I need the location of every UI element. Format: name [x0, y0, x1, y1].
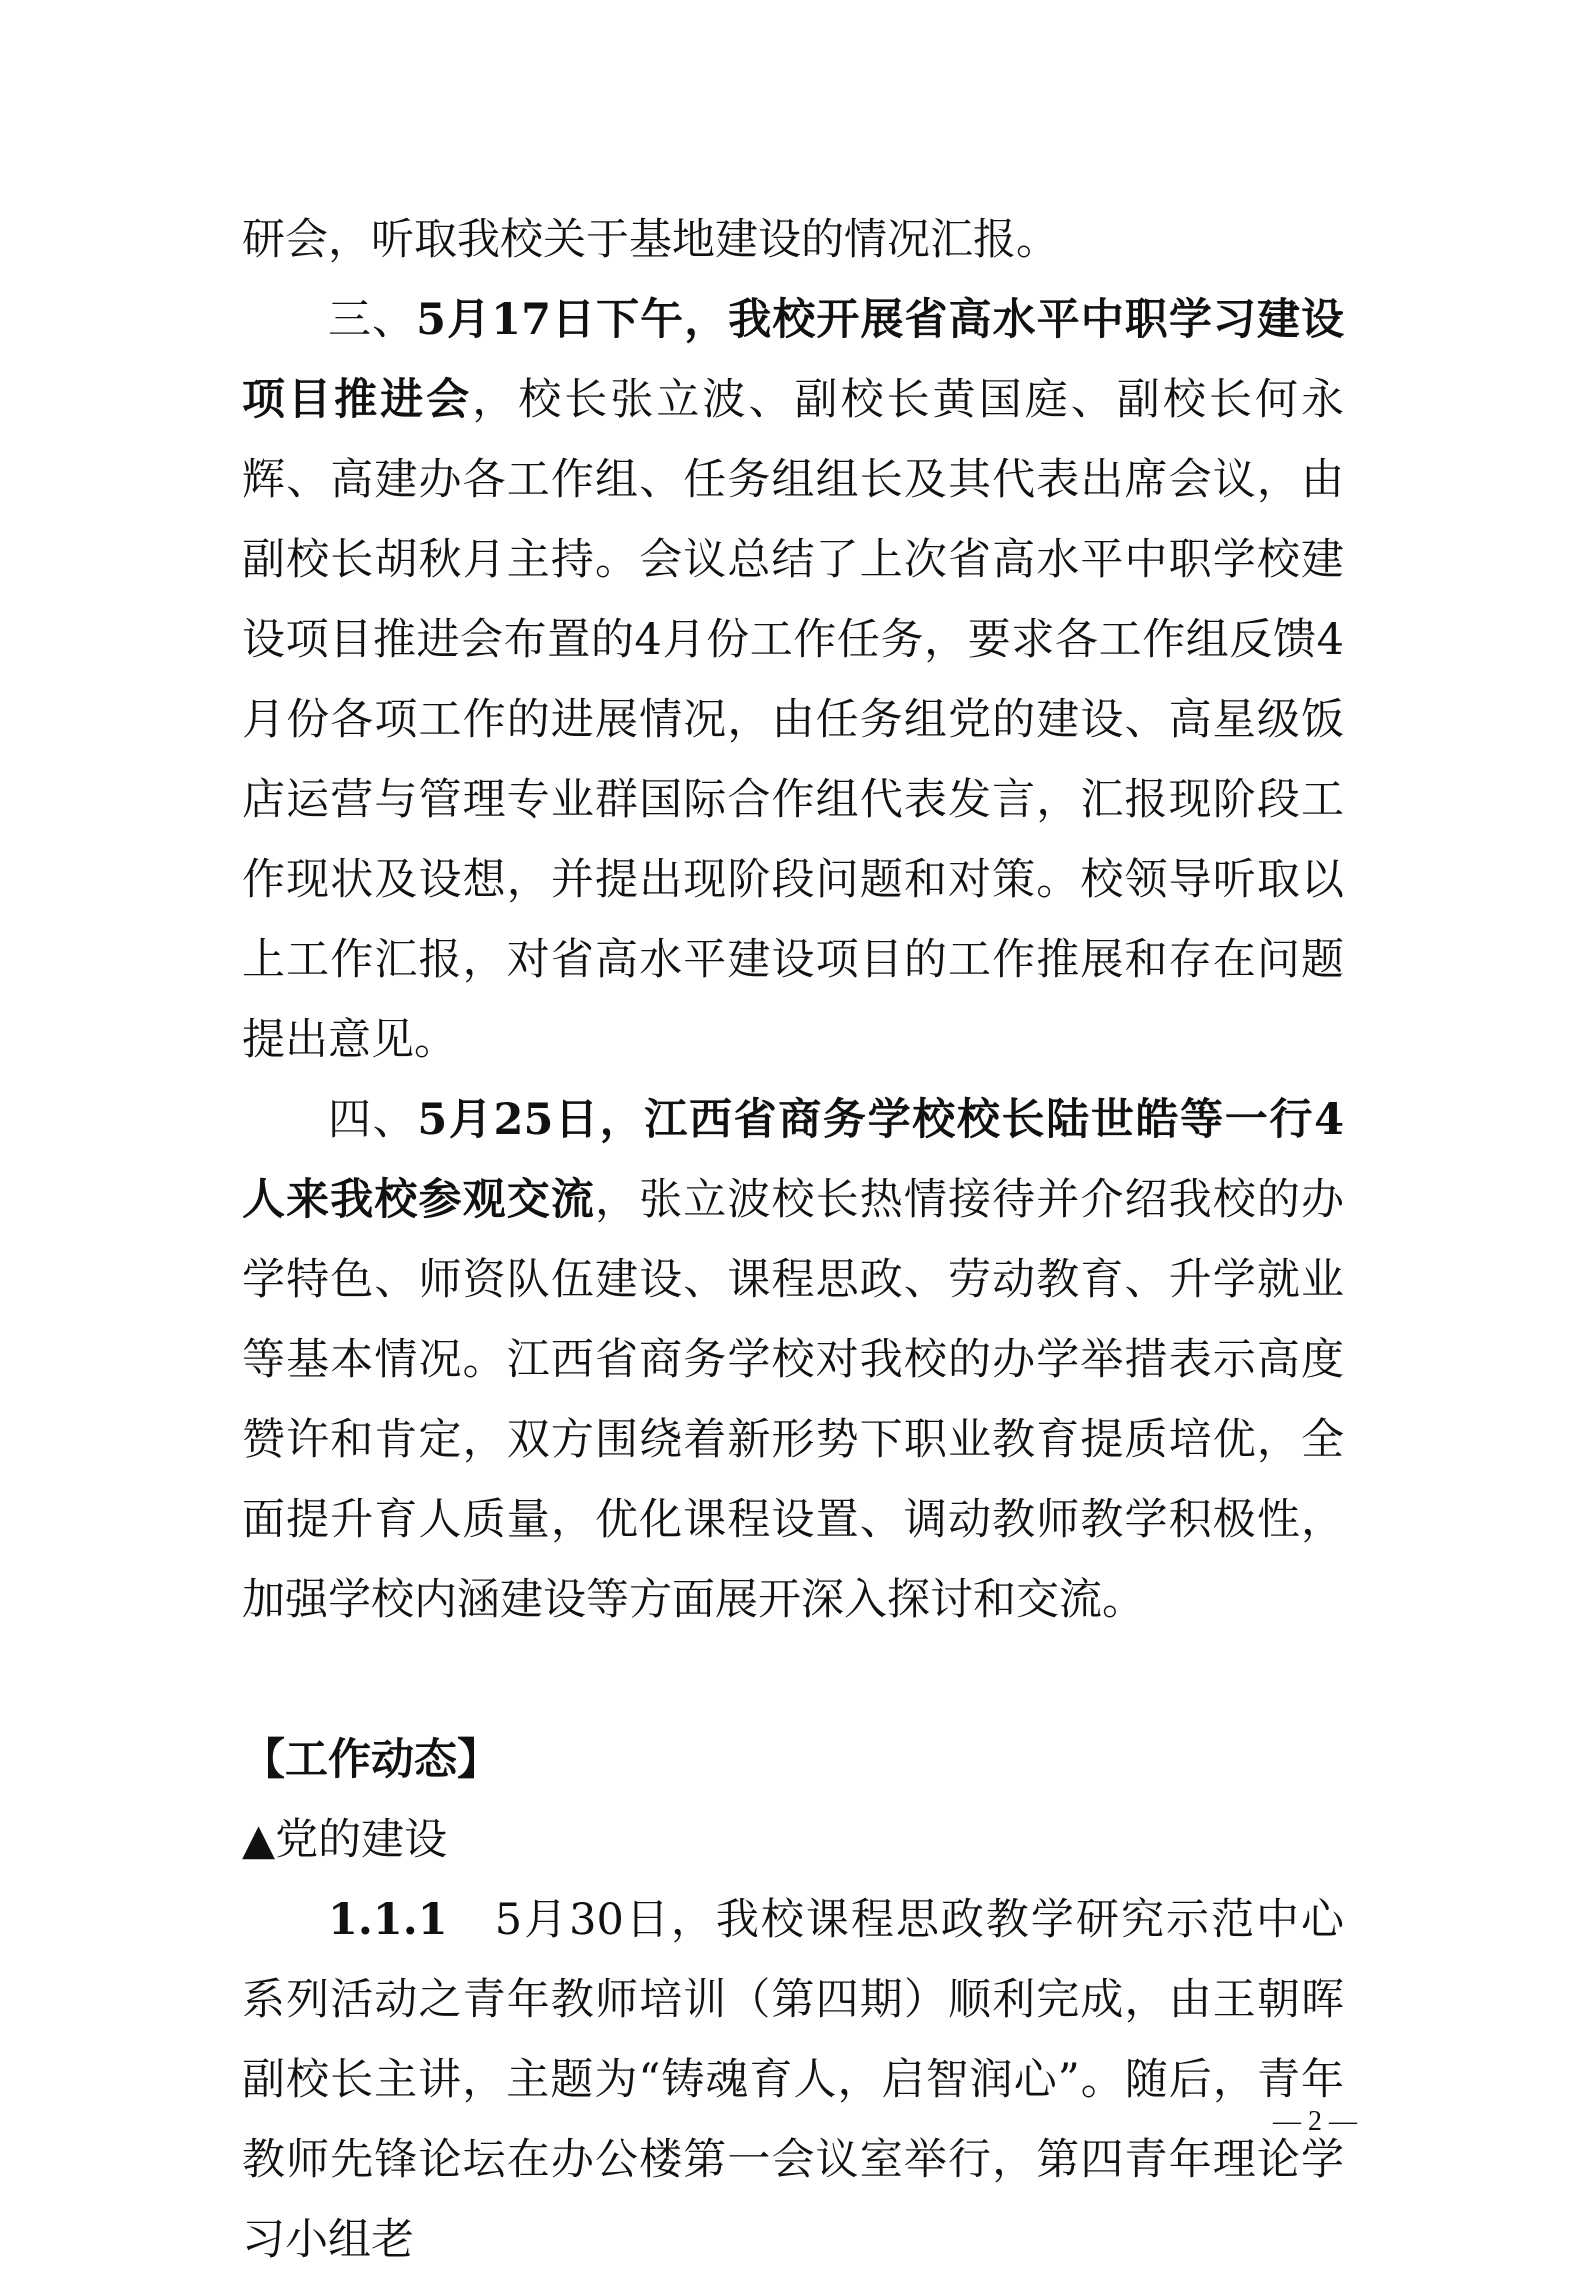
body-text	[242, 200, 1344, 2280]
paragraph-lead: 5月25日，江西省商务学校校长陆世皓等一行4人来我校参观交流	[242, 1095, 1345, 1225]
paragraph-prefix: 三、	[328, 295, 417, 345]
paragraph-body: ，张立波校长热情接待并介绍我校的办学特色、师资队伍建设、课程思政、劳动教育、升学就业等基本情况。江西省商务学校对我校的办学举措表示高度赞许和肯定，双方围绕着新形势下职业教育提质培优，全面提升育人质量，优化课程设置、调动教师教学积极性，加强学校内涵建设等方面展开深入探讨和交流。	[242, 1175, 1344, 1625]
paragraph-lead: 5月17日下午，我校开展省高水平中职学习建设项目推进会	[242, 295, 1345, 425]
section-spacer	[242, 1640, 1344, 1720]
section-title: 【工作动态】	[242, 1735, 500, 1785]
page-number: — 2 —	[1273, 2106, 1357, 2137]
item-text: 5月30日，我校课程思政教学研究示范中心系列活动之青年教师培训（第四期）顺利完成，由王朝晖副校长主讲，主题为“铸魂育人，启智润心”。随后，青年教师先锋论坛在办公楼第一会议室举行，第四青年理论学习小组老	[242, 1895, 1344, 2265]
paragraph-body: ，校长张立波、副校长黄国庭、副校长何永辉、高建办各工作组、任务组组长及其代表出席会议，由副校长胡秋月主持。会议总结了上次省高水平中职学校建设项目推进会布置的4月份工作任务，要求各工作组反馈4月份各项工作的进展情况，由任务组党的建设、高星级饭店运营与管理专业群国际合作组代表发言，汇报现阶段工作现状及设想，并提出现阶段问题和对策。校领导听取以上工作汇报，对省高水平建设项目的工作推展和存在问题提出意见。	[242, 375, 1345, 1065]
section-subtitle: ▲党的建设	[242, 1815, 448, 1865]
paragraph-prefix: 四、	[328, 1095, 418, 1145]
work-item	[242, 1880, 1344, 2280]
item-number: 1.1.1	[328, 1895, 448, 1945]
paragraph-item-3	[242, 280, 1344, 1080]
paragraph-item-4	[242, 1080, 1344, 1640]
paragraph-continued: 研会，听取我校关于基地建设的情况汇报。	[242, 215, 1059, 265]
